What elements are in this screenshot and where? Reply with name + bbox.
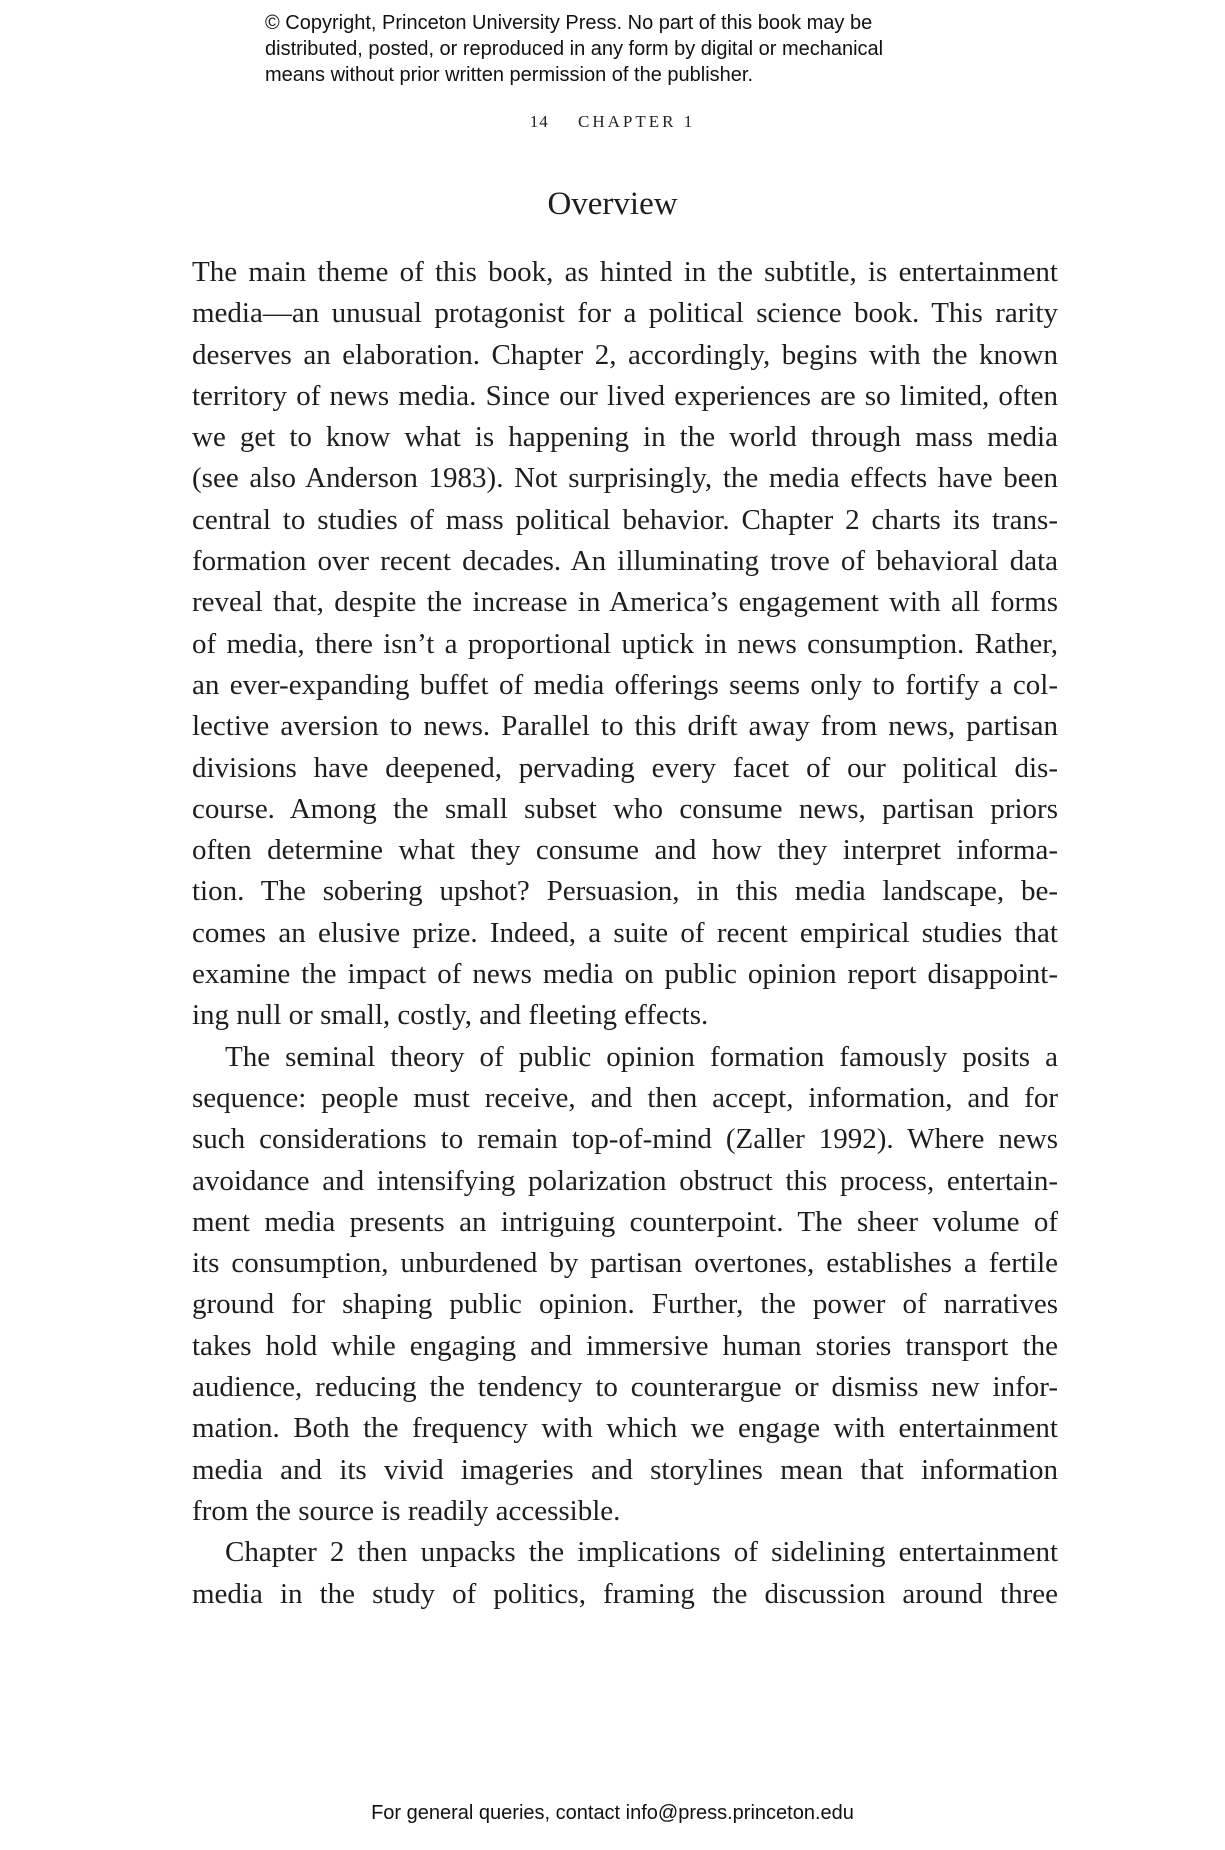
copyright-line: © Copyright, Princeton University Press. No part of this book may be	[265, 12, 873, 34]
body-text	[192, 252, 1058, 1615]
paragraph	[192, 252, 1058, 1037]
chapter-label: CHAPTER 1	[578, 112, 696, 131]
text-line: central to studies of mass political behavior. Chapter 2 charts its trans-	[192, 503, 1058, 536]
text-line: from the source is readily accessible.	[192, 1494, 621, 1527]
text-line: tion. The sobering upshot? Persuasion, in this media landscape, be-	[192, 875, 1058, 908]
text-line: sequence: people must receive, and then accept, information, and for	[192, 1081, 1058, 1114]
text-line: examine the impact of news media on public opinion report disappoint-	[192, 958, 1058, 991]
text-line: takes hold while engaging and immersive human stories transport the	[192, 1329, 1058, 1362]
text-line: reveal that, despite the increase in America’s engagement with all forms	[192, 586, 1058, 619]
text-line: lective aversion to news. Parallel to this drift away from news, partisan	[192, 710, 1058, 743]
text-line: often determine what they consume and how they interpret informa-	[192, 834, 1058, 867]
text-line: its consumption, unburdened by partisan overtones, establishes a fertile	[192, 1247, 1058, 1280]
text-line: The main theme of this book, as hinted in the subtitle, is entertainment	[192, 256, 1058, 288]
text-line: formation over recent decades. An illuminating trove of behavioral data	[192, 545, 1058, 578]
copyright-notice	[265, 10, 985, 88]
text-line: mation. Both the frequency with which we engage with entertainment	[192, 1412, 1058, 1445]
copyright-line: means without prior written permission of the publisher.	[265, 64, 754, 86]
text-line: (see also Anderson 1983). Not surprisingly, the media effects have been	[192, 462, 1058, 495]
text-line: avoidance and intensifying polarization obstruct this process, entertain-	[192, 1164, 1058, 1197]
text-line: media—an unusual protagonist for a political science book. This rarity	[192, 297, 1058, 330]
running-head	[0, 112, 1225, 132]
text-line: Chapter 2 then unpacks the implications of sidelining entertainment	[225, 1536, 1058, 1569]
copyright-line: distributed, posted, or reproduced in any form by digital or mechanical	[265, 38, 884, 60]
text-line: course. Among the small subset who consume news, partisan priors	[192, 792, 1058, 825]
text-line: we get to know what is happening in the world through mass media	[192, 421, 1058, 454]
text-line: media and its vivid imageries and storylines mean that information	[192, 1453, 1058, 1486]
paragraph	[192, 1532, 1058, 1615]
text-line: comes an elusive prize. Indeed, a suite of recent empirical studies that	[192, 916, 1058, 949]
text-line: media in the study of politics, framing the discussion around three	[192, 1577, 1058, 1610]
text-line: ground for shaping public opinion. Further, the power of narratives	[192, 1288, 1058, 1321]
paragraph	[192, 1037, 1058, 1533]
text-line: deserves an elaboration. Chapter 2, accordingly, begins with the known	[192, 338, 1058, 371]
text-line: ing null or small, costly, and fleeting effects.	[192, 999, 709, 1032]
text-line: The seminal theory of public opinion formation famously posits a	[225, 1040, 1058, 1073]
text-line: such considerations to remain top-of-mind (Zaller 1992). Where news	[192, 1123, 1058, 1156]
footer-contact: For general queries, contact info@press.princeton.edu	[371, 1802, 854, 1824]
text-line: divisions have deepened, pervading every facet of our political dis-	[192, 751, 1058, 784]
text-line: audience, reducing the tendency to counterargue or dismiss new infor-	[192, 1371, 1058, 1404]
page-number: 14	[529, 112, 549, 131]
text-line: ment media presents an intriguing counterpoint. The sheer volume of	[192, 1205, 1058, 1238]
section-title: Overview	[547, 186, 678, 222]
text-line: an ever-expanding buffet of media offerings seems only to fortify a col-	[192, 668, 1058, 701]
text-line: of media, there isn’t a proportional uptick in news consumption. Rather,	[192, 627, 1058, 660]
text-line: territory of news media. Since our lived experiences are so limited, often	[192, 379, 1058, 412]
